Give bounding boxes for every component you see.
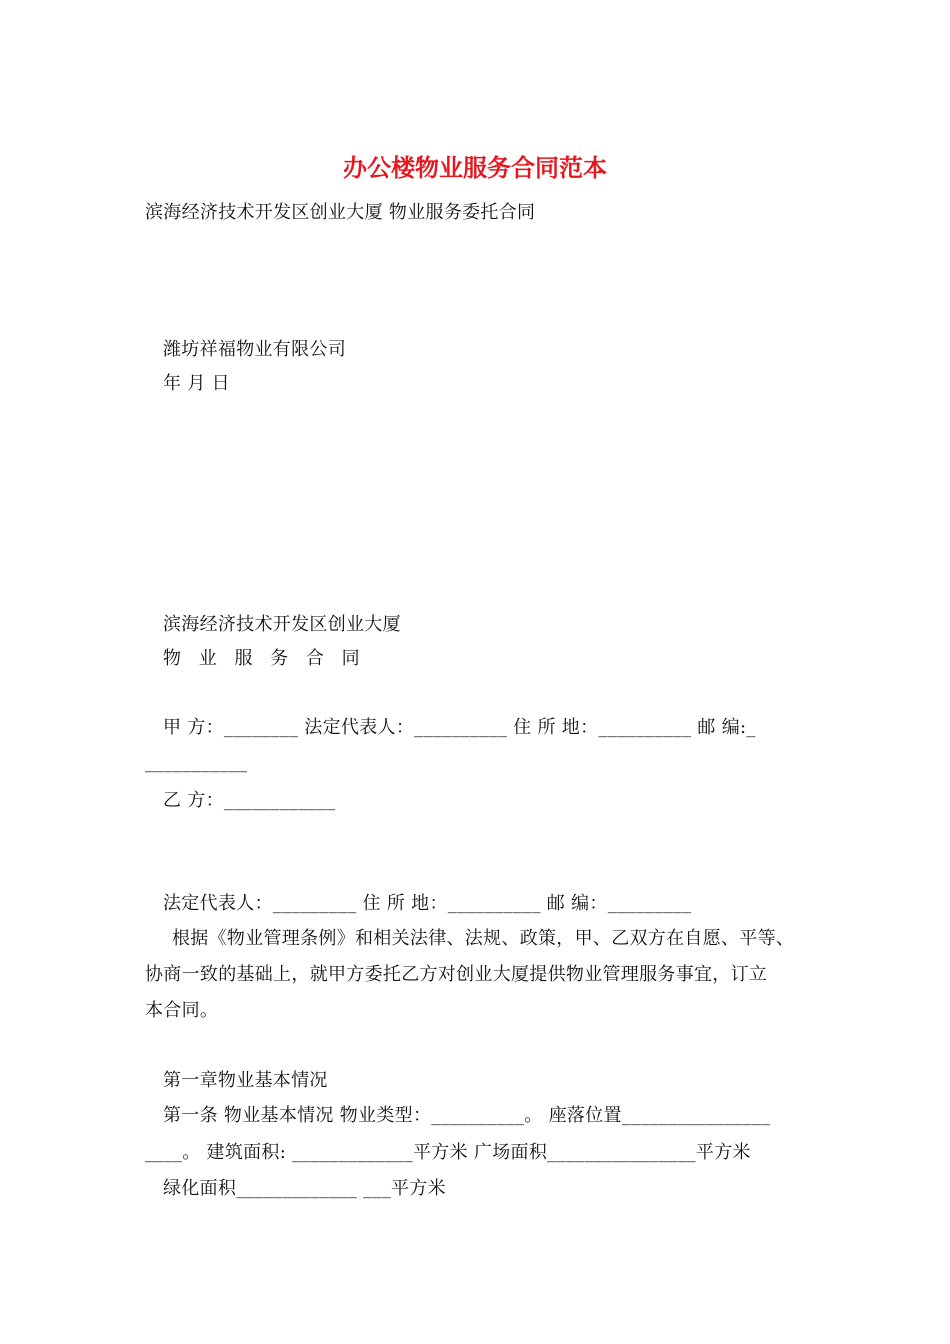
article-1-line-2: ____。 建筑面积: _____________平方米 广场面积________________平方米: [145, 1142, 751, 1163]
preamble-line-3: 本合同。: [145, 1000, 219, 1021]
preamble-line-1: 根据《物业管理条例》和相关法律、法规、政策，甲、乙双方在自愿、平等、: [172, 928, 795, 949]
building-name: 滨海经济技术开发区创业大厦: [163, 614, 401, 635]
preamble-line-2: 协商一致的基础上，就甲方委托乙方对创业大厦提供物业管理服务事宜，订立: [145, 964, 768, 985]
article-1-line-3: 绿化面积_____________ ___平方米: [163, 1178, 446, 1199]
contract-type-heading: 物 业 服 务 合 同: [163, 648, 366, 669]
party-b-representative-line: 法定代表人：_________ 住 所 地：__________ 邮 编：_________: [163, 893, 692, 914]
cover-subtitle: 滨海经济技术开发区创业大厦 物业服务委托合同: [145, 202, 536, 223]
article-1-line-1: 第一条 物业基本情况 物业类型：__________。 座落位置________________: [163, 1105, 771, 1126]
document-title: 办公楼物业服务合同范本: [343, 153, 607, 182]
chapter-1-heading: 第一章物业基本情况: [163, 1070, 328, 1091]
company-name: 潍坊祥福物业有限公司: [163, 339, 346, 360]
party-b-line: 乙 方：____________: [163, 790, 336, 811]
party-a-line: 甲 方：________ 法定代表人：__________ 住 所 地：__________ 邮 编:_: [163, 717, 756, 738]
cover-date: 年 月 日: [163, 373, 230, 394]
party-a-continuation: ___________: [145, 752, 248, 773]
